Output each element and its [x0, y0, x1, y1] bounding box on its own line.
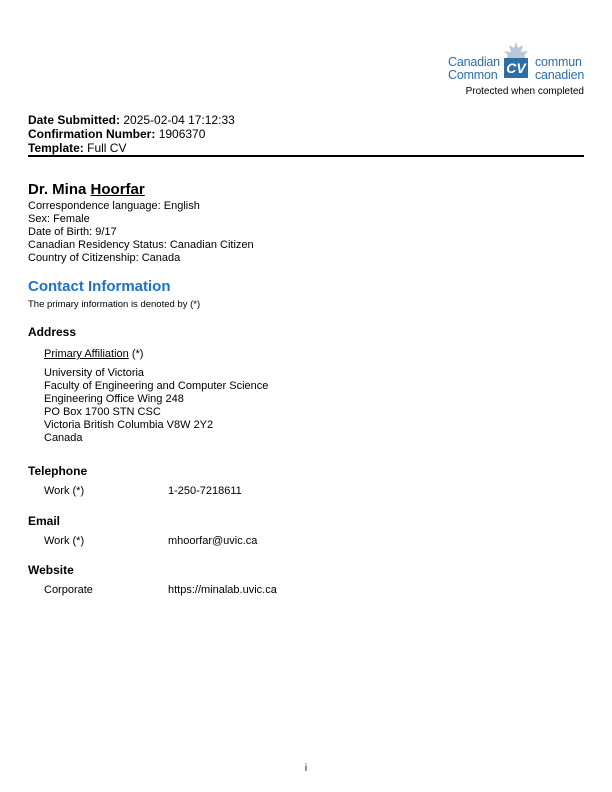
email-value: mhoorfar@uvic.ca [168, 535, 258, 547]
website-value: https://minalab.uvic.ca [168, 584, 277, 596]
person-name [28, 181, 145, 198]
primary-affiliation-label: Primary Affiliation [44, 348, 129, 360]
date-submitted-row [28, 113, 235, 127]
date-submitted-value: 2025-02-04 17:12:33 [123, 113, 235, 127]
confirmation-row [28, 127, 205, 141]
logo-text-commun: commun [535, 55, 582, 69]
website-heading: Website [28, 563, 74, 577]
template-row [28, 141, 126, 155]
address-line: Victoria British Columbia V8W 2Y2 [44, 419, 214, 431]
confirmation-value: 1906370 [158, 127, 206, 141]
primary-marker: (*) [131, 348, 144, 360]
template-label: Template: [28, 141, 84, 155]
website-type: Corporate [44, 584, 93, 596]
logo-text-canadien: canadien [535, 68, 585, 82]
logo-text-common: Common [448, 68, 498, 82]
address-line: PO Box 1700 STN CSC [44, 406, 161, 418]
detail-line: Country of Citizenship: Canada [28, 252, 181, 264]
address-line: Canada [44, 432, 83, 444]
telephone-type: Work (*) [44, 485, 85, 497]
detail-line: Correspondence language: English [28, 200, 200, 212]
contact-heading: Contact Information [28, 278, 171, 295]
logo-text-canadian: Canadian [448, 55, 500, 69]
person-last-name: Hoorfar [90, 181, 145, 198]
email-type: Work (*) [44, 535, 85, 547]
telephone-value: 1-250-7218611 [168, 485, 242, 497]
address-line: Faculty of Engineering and Computer Science [44, 380, 269, 392]
template-value: Full CV [87, 141, 127, 155]
header-divider [28, 155, 584, 157]
address-line: University of Victoria [44, 367, 145, 379]
logo-cv-box: CV [504, 58, 528, 78]
primary-affiliation [44, 348, 143, 361]
confirmation-label: Confirmation Number: [28, 127, 156, 141]
address-heading: Address [28, 325, 77, 339]
page-number: i [304, 763, 308, 774]
email-heading: Email [28, 514, 61, 528]
person-prefix-first: Dr. Mina [28, 181, 87, 198]
ccv-logo [446, 42, 584, 84]
contact-note: The primary information is denoted by (*) [28, 299, 201, 310]
detail-line: Sex: Female [28, 213, 90, 225]
address-line: Engineering Office Wing 248 [44, 393, 184, 405]
telephone-heading: Telephone [28, 464, 88, 478]
protected-note: Protected when completed [465, 86, 584, 97]
detail-line: Canadian Residency Status: Canadian Citizen [28, 239, 254, 251]
detail-line: Date of Birth: 9/17 [28, 226, 117, 238]
date-submitted-label: Date Submitted: [28, 113, 121, 127]
